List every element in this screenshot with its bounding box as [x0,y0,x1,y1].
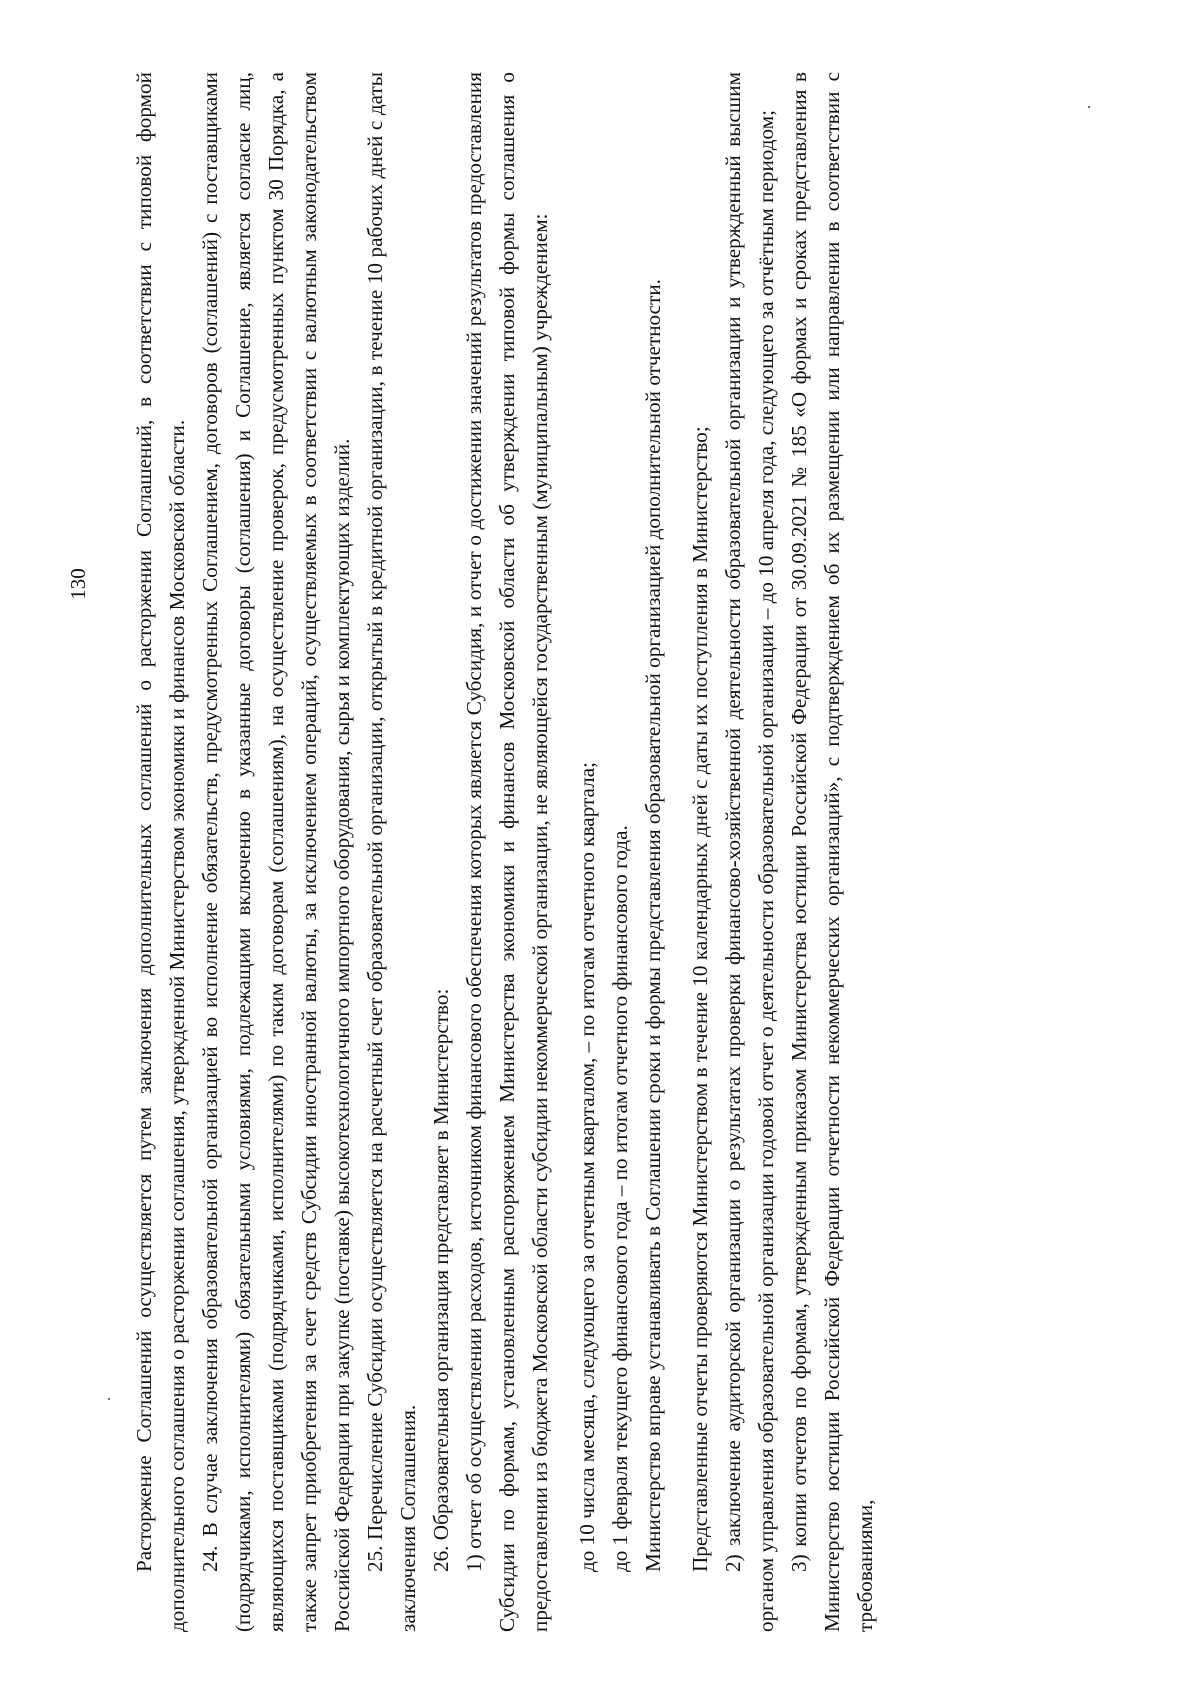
paragraph-26-item-3: 3) копии отчетов по формам, утвержденным приказом Министерства юстиции Российской Федерации от 30.09.2021 № 185 «О формах и сроках представления в Министерство юстиции Российской Федерации отчетности некоммерческих организаций», с подтверждением об их размещении или направлении в соответствии с требованиями, [787,72,877,1632]
deadline-annual: до 1 февраля текущего финансового года – по итогам отчетного финансового года. [608,825,632,1572]
spacer [557,72,571,1632]
page-number: 130 [66,568,90,600]
paragraph-26-item-1: 1) отчет об осуществлении расходов, источником финансового обеспечения которых является Субсидия, и отчет о достижении значений результатов предоставления Субсидии по формам, установленным распоряжением Министерства экономики и финансов Московской области об утверждении типовой формы соглашения о предоставлении из бюджета Московской области субсидии некоммерческой организации, не являющейся государственным (муниципальным) учреждением: [462,72,552,1632]
spacer [670,72,684,1632]
paragraph-termination: Расторжение Соглашений осуществляется путем заключения дополнительных соглашений о расторжении Соглашений, в соответствии с типовой формой дополнительного соглашения о расторжении соглашения, утвержденной Министерством экономики и финансов Московской области. [132,72,189,1632]
rotated-text-block [66,72,882,1632]
paragraph-additional-reporting: Министерство вправе устанавливать в Соглашении сроки и формы представления образовательной организацией дополнительной отчетности. [641,279,665,1572]
scan-speck [1088,106,1090,108]
paragraph-24: 24. В случае заключения образовательной организацией во исполнение обязательств, предусмотренных Соглашением, договоров (соглашений) с поставщиками (подрядчиками, исполнителями) обязательными условиями, подлежащими включению в указанные договоры (соглашения) и Соглашение, является согласие лиц, являющихся поставщиками (подрядчиками, исполнителями) по таким договорам (соглашениям), на осуществление проверок, предусмотренных пунктом 30 Порядка, а также запрет приобретения за счет средств Субсидии иностранной валюты, за исключением операций, осуществляемых в соответствии с валютным законодательством Российской Федерации при закупке (поставке) высокотехнологичного импортного оборудования, сырья и комплектующих изделий. [198,72,354,1632]
paragraph-report-review: Представленные отчеты проверяются Министерством в течение 10 календарных дней с даты их поступления в Министерство; [688,426,712,1572]
scan-speck [108,1398,110,1400]
paragraph-26: 26. Образовательная организация представляет в Министерство: [429,988,453,1572]
paragraph-26-item-2: 2) заключение аудиторской организации о результатах проверки финансово-хозяйственной деятельности образовательной организации и утвержденный высшим органом управления образовательной организации годовой отчет о деятельности образовательной организации – до 10 апреля года, следующего за отчётным периодом; [721,72,778,1632]
deadline-quarterly: до 10 числа месяца, следующего за отчетным кварталом, – по итогам отчетного квартала; [575,762,599,1572]
paragraph-25: 25. Перечисление Субсидии осуществляется на расчетный счет образовательной организации, открытый в кредитной организации, в течение 10 рабочих дней с даты заключения Соглашения. [363,72,420,1632]
